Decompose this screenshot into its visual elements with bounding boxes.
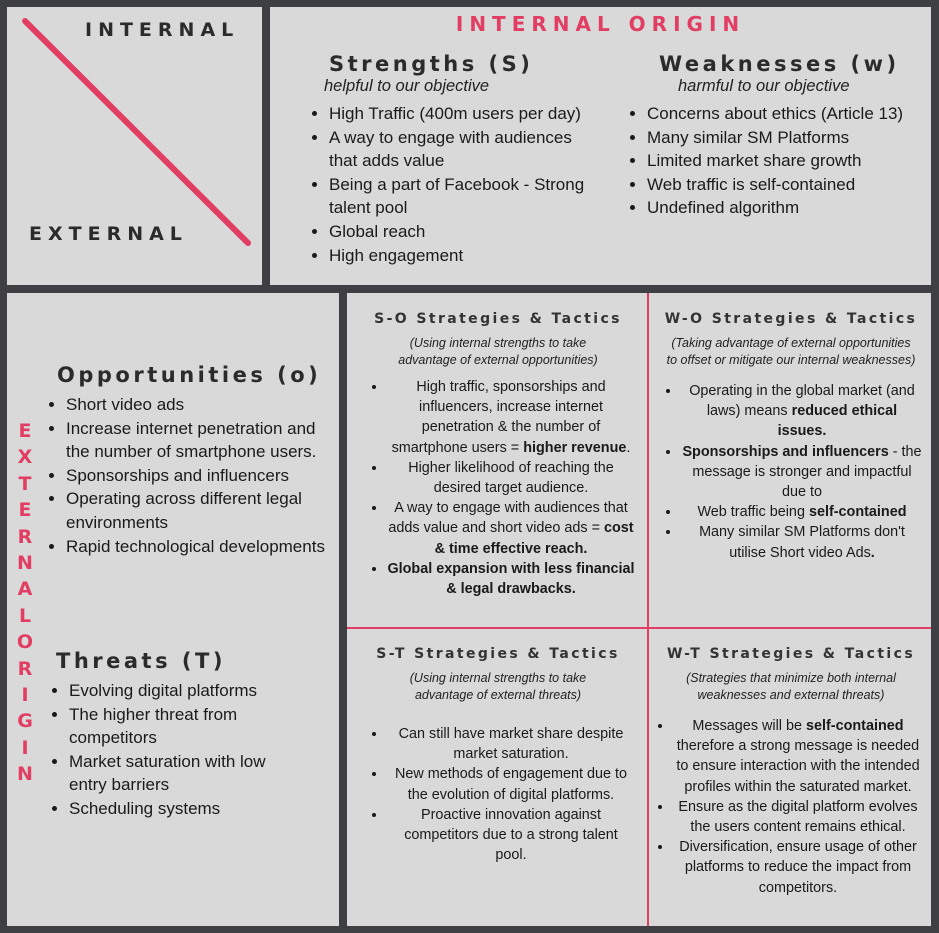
list-item: • New methods of engagement due to the evolution of digital platforms. xyxy=(387,764,635,804)
list-item: • Concerns about ethics (Article 13) xyxy=(647,102,927,126)
wo-list xyxy=(659,381,923,563)
list-item: • Can still have market share despite market saturation. xyxy=(387,724,635,764)
wt-cell xyxy=(649,629,931,926)
letter: G xyxy=(17,710,33,733)
so-list xyxy=(361,377,635,599)
st-title: S-T Strategies & Tactics xyxy=(376,646,620,662)
letter: T xyxy=(18,472,32,495)
letter: R xyxy=(17,657,33,680)
list-item: • Sponsorships and influencers - the message is stronger and impactful due to xyxy=(681,442,923,503)
list-item: • Being a part of Facebook - Strong talent pool xyxy=(329,173,597,220)
st-list xyxy=(361,724,635,865)
external-origin-panel xyxy=(7,293,339,926)
list-item: • Increase internet penetration and the number of smartphone users. xyxy=(66,417,334,464)
threats-section xyxy=(49,649,319,821)
list-item: • Sponsorships and influencers xyxy=(66,464,334,488)
wt-title: W-T Strategies & Tactics xyxy=(666,646,916,662)
weaknesses-title: Weaknesses (w) xyxy=(659,52,900,76)
so-title: S-O Strategies & Tactics xyxy=(374,311,622,327)
list-item: • Global reach xyxy=(329,220,597,244)
threats-title: Threats (T) xyxy=(56,649,226,673)
list-item: • A way to engage with audiences that adds value xyxy=(329,126,597,173)
list-item: • Global expansion with less financial & legal drawbacks. xyxy=(387,559,635,599)
list-item: • Undefined algorithm xyxy=(647,196,927,220)
list-item: • Ensure as the digital platform evolves the users content remains ethical. xyxy=(673,797,923,837)
list-item: • Proactive innovation against competitors due to a strong talent pool. xyxy=(387,805,635,866)
list-item: • Operating in the global market (and laws) means reduced ethical issues. xyxy=(681,381,923,442)
wt-list xyxy=(659,716,923,898)
letter: E xyxy=(18,420,32,442)
st-note: (Using internal strengths to take advantage of external threats) xyxy=(409,671,587,702)
opportunities-list xyxy=(49,393,334,558)
opportunities-section xyxy=(49,363,334,558)
letter: L xyxy=(18,604,32,627)
list-item: • Web traffic being self-contained xyxy=(681,502,923,522)
list-item: • Scheduling systems xyxy=(69,797,299,821)
wo-note: (Taking advantage of external opportunities to offset or mitigate our internal weaknesses) xyxy=(666,336,916,367)
weaknesses-list xyxy=(627,102,927,220)
list-item: • High traffic, sponsorships and influencers, increase internet penetration & the number of smartphone users = higher revenue. xyxy=(387,377,635,458)
list-item: • Higher likelihood of reaching the desired target audience. xyxy=(387,458,635,498)
letter: X xyxy=(17,446,33,469)
corner-panel xyxy=(7,7,262,285)
list-item: • Diversification, ensure usage of other platforms to reduce the impact from competitors. xyxy=(673,837,923,898)
strengths-section xyxy=(302,52,602,267)
letter: N xyxy=(17,763,33,786)
weaknesses-subtitle: harmful to our objective xyxy=(678,77,850,95)
threats-list xyxy=(49,679,299,821)
opportunities-title: Opportunities (o) xyxy=(57,363,322,387)
letter: N xyxy=(17,552,33,575)
list-item: • Limited market share growth xyxy=(647,149,927,173)
letter: O xyxy=(16,631,34,654)
list-item: • High engagement xyxy=(329,244,597,268)
weaknesses-section xyxy=(627,52,927,220)
list-item: • Market saturation with low entry barriers xyxy=(69,750,299,797)
list-item: • Many similar SM Platforms don't utilise Short video Ads. xyxy=(681,522,923,562)
external-origin-vertical xyxy=(15,418,35,788)
list-item: • Short video ads xyxy=(66,393,334,417)
internal-label: INTERNAL xyxy=(85,19,240,41)
letter: A xyxy=(17,578,33,601)
strengths-title: Strengths (S) xyxy=(329,52,534,76)
list-item: • Operating across different legal environments xyxy=(66,487,334,534)
so-cell xyxy=(347,293,647,627)
letter: I xyxy=(21,684,29,707)
internal-origin-panel xyxy=(270,7,931,285)
internal-origin-title: INTERNAL ORIGIN xyxy=(455,12,746,36)
so-note: (Using internal strengths to take advantage of external opportunities) xyxy=(398,336,598,367)
wt-note: (Strategies that minimize both internal weaknesses and external threats) xyxy=(686,671,896,702)
list-item: • A way to engage with audiences that adds value and short video ads = cost & time effective reach. xyxy=(387,498,635,559)
list-item: • Many similar SM Platforms xyxy=(647,126,927,150)
list-item: • Evolving digital platforms xyxy=(69,679,299,703)
st-cell xyxy=(347,629,647,926)
list-item: • Web traffic is self-contained xyxy=(647,173,927,197)
strategy-grid xyxy=(347,293,931,926)
list-item: • The higher threat from competitors xyxy=(69,703,299,750)
letter: R xyxy=(17,525,33,548)
wo-cell xyxy=(649,293,931,627)
letter: E xyxy=(18,499,32,522)
external-label: EXTERNAL xyxy=(29,223,188,245)
wo-title: W-O Strategies & Tactics xyxy=(664,311,918,327)
list-item: • Rapid technological developments xyxy=(66,535,334,559)
list-item: • Messages will be self-contained therefore a strong message is needed to ensure interaction with the intended profiles within the saturated market. xyxy=(673,716,923,797)
strengths-list xyxy=(302,102,597,267)
list-item: • High Traffic (400m users per day) xyxy=(329,102,597,126)
letter: I xyxy=(21,736,29,759)
strengths-subtitle: helpful to our objective xyxy=(324,77,490,95)
